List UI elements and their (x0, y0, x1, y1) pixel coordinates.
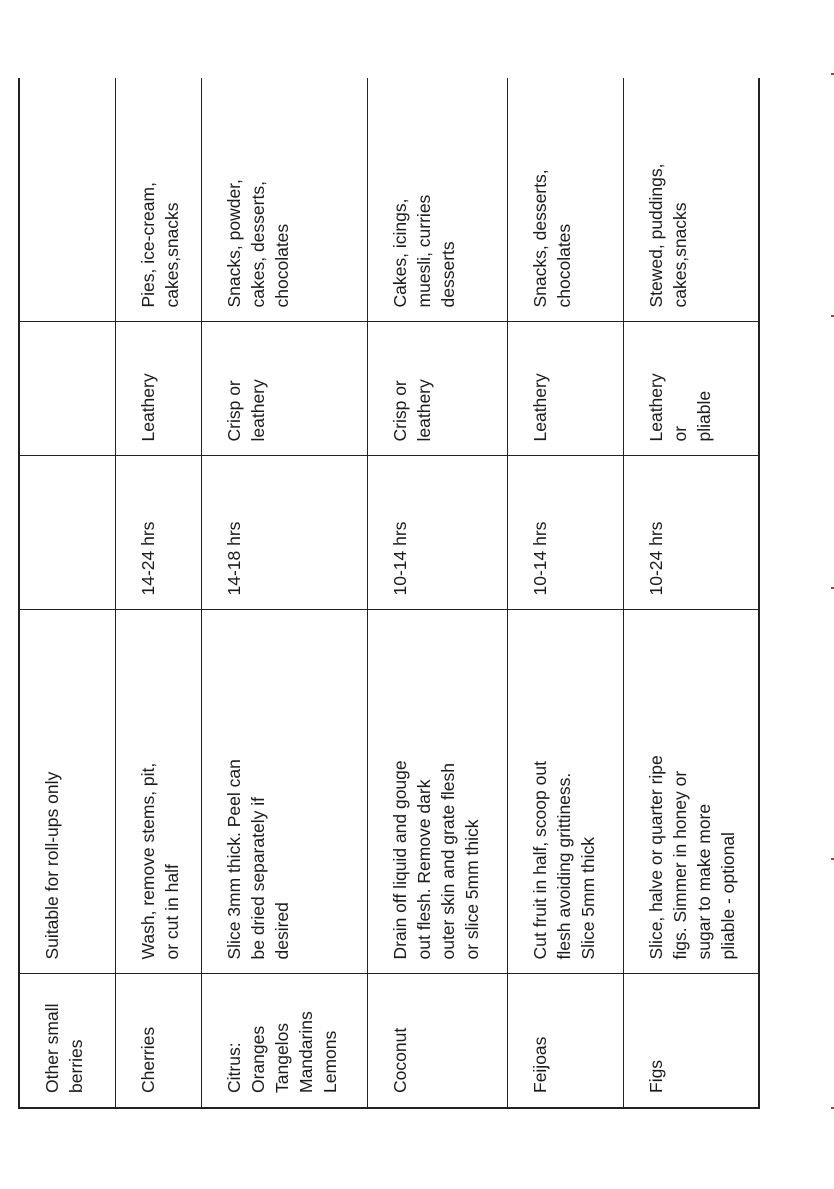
cell-text-line: leathery (247, 379, 268, 442)
cell-text-line: or slice 5mm thick (461, 819, 482, 960)
preparation-cell (507, 610, 623, 974)
uses-cell (507, 78, 623, 322)
fruit-name-cell (19, 974, 115, 1108)
cell-text-line: pliable (693, 390, 714, 442)
cell-text-line: Feijoas (529, 1036, 550, 1093)
cell-text-line: chocolates (553, 223, 574, 308)
cell-text-line: 14-24 hrs (137, 521, 158, 596)
cell-text-line: Leathery (645, 373, 666, 442)
cell-text-line: Mandarins (295, 1011, 316, 1093)
fruit-name-cell (115, 974, 201, 1108)
fruit-name-cell (623, 974, 759, 1108)
texture-cell (115, 322, 201, 456)
texture-cell (201, 322, 367, 456)
cell-text-line: out flesh. Remove dark (413, 779, 434, 960)
cell-text-line: Crisp or (389, 380, 410, 442)
cell-text-line: cakes, desserts, (247, 181, 268, 308)
cell-text-line: Cakes, icings, (389, 198, 410, 308)
drying-time-cell (19, 456, 115, 610)
table-row (115, 78, 201, 1108)
cell-text-line: desired (271, 902, 292, 960)
cell-text-line: figs. Simmer in honey or (669, 770, 690, 960)
cell-text-line: Pies, ice-cream, (137, 182, 158, 308)
cell-text-line: Leathery (137, 373, 158, 442)
cell-text-line: leathery (413, 379, 434, 442)
cell-text-line: be dried separately if (247, 797, 268, 960)
cell-text-line: Other small (42, 1003, 62, 1093)
cell-text-line: 10-24 hrs (645, 521, 666, 596)
cell-text-line: or cut in half (161, 864, 182, 960)
texture-cell (19, 322, 115, 456)
cell-text-line: pliable - optional (717, 832, 738, 960)
table-row (507, 78, 623, 1108)
drying-time-cell (367, 456, 507, 610)
cell-text-line: outer skin and grate flesh (437, 762, 458, 960)
uses-cell (367, 78, 507, 322)
cell-text-line: Tangelos (271, 1022, 292, 1093)
preparation-cell (623, 610, 759, 974)
fruit-name-cell (507, 974, 623, 1108)
cell-text-line: Snacks, desserts, (529, 169, 550, 308)
cell-text-line: Citrus: (223, 1042, 244, 1093)
cell-text-line: Suitable for roll-ups only (42, 771, 62, 960)
fruit-name-cell (201, 974, 367, 1108)
cell-text-line: 10-14 hrs (529, 521, 550, 596)
cell-text-line: 10-14 hrs (389, 521, 410, 596)
fruit-name-cell (367, 974, 507, 1108)
table-row (19, 78, 115, 1108)
cell-text-line: or (669, 425, 690, 442)
cell-text-line: sugar to make more (693, 803, 714, 960)
cell-text-line: Crisp or (223, 380, 244, 442)
drying-time-cell (115, 456, 201, 610)
cell-text-line: Stewed, puddings, (645, 163, 666, 308)
cell-text-line: Slice, halve or quarter ripe (645, 755, 666, 960)
cell-text-line: 14-18 hrs (223, 521, 244, 596)
cell-text-line: Slice 3mm thick. Peel can (223, 759, 244, 960)
drying-time-cell (201, 456, 367, 610)
cell-text-line: Oranges (247, 1025, 268, 1093)
cell-text-line: chocolates (271, 223, 292, 308)
cell-text-line: Figs (645, 1059, 666, 1093)
cell-text-line: Snacks, powder, (223, 179, 244, 308)
table-row (201, 78, 367, 1108)
preparation-cell (367, 610, 507, 974)
drying-time-cell (507, 456, 623, 610)
cell-text-line: Cut fruit in half, scoop out (529, 761, 550, 960)
cell-text-line: cakes,snacks (669, 202, 690, 308)
texture-cell (623, 322, 759, 456)
cell-text-line: muesli, curries (413, 194, 434, 308)
uses-cell (201, 78, 367, 322)
cell-text-line: Drain off liquid and gouge (389, 760, 410, 960)
cell-text-line: berries (66, 1039, 86, 1093)
rotated-table-wrapper (18, 79, 758, 1109)
preparation-cell (115, 610, 201, 974)
texture-cell (367, 322, 507, 456)
cell-text-line: Leathery (529, 373, 550, 442)
cell-text-line: Wash, remove stems, pit, (137, 762, 158, 960)
uses-cell (115, 78, 201, 322)
cell-text-line: Cherries (137, 1026, 158, 1093)
cell-text-line: Lemons (319, 1030, 340, 1093)
cell-text-line: desserts (437, 241, 458, 308)
table-row (367, 78, 507, 1108)
preparation-cell (201, 610, 367, 974)
cell-text-line: cakes,snacks (161, 202, 182, 308)
table-row (623, 78, 759, 1108)
cell-text-line: Coconut (389, 1027, 410, 1093)
texture-cell (507, 322, 623, 456)
cell-text-line: Slice 5mm thick (577, 836, 598, 960)
drying-time-cell (623, 456, 759, 610)
cell-text-line: flesh avoiding grittiness. (553, 772, 574, 960)
fruit-drying-table (18, 78, 760, 1109)
preparation-cell (19, 610, 115, 974)
uses-cell (19, 78, 115, 322)
uses-cell (623, 78, 759, 322)
